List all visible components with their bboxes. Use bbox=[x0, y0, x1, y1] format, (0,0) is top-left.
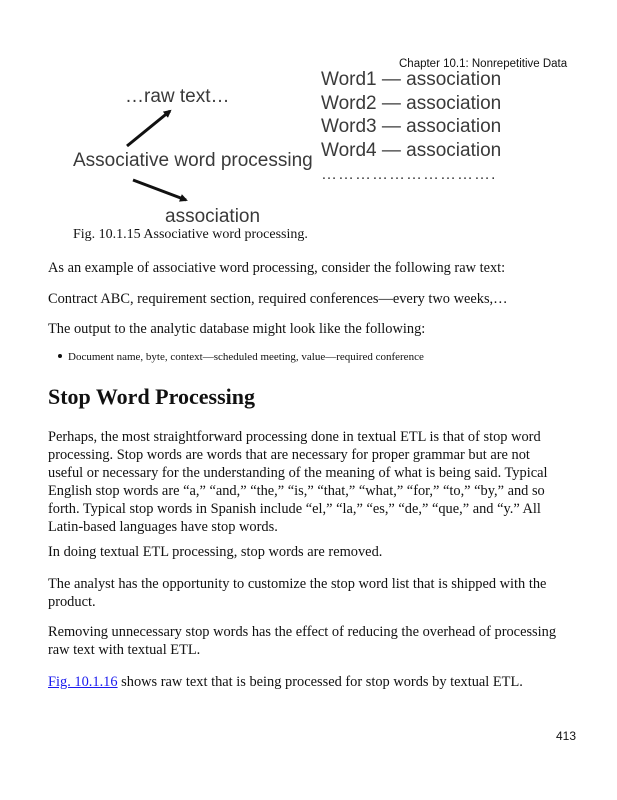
word-row: Word2 — association bbox=[321, 92, 502, 114]
word-row: Word4 — association bbox=[321, 139, 502, 161]
word-row: Word1 — association bbox=[321, 69, 502, 90]
list-item-text: Document name, byte, context—scheduled meeting, value—required conference bbox=[68, 351, 424, 363]
paragraph-stop-words: Perhaps, the most straightforward processing done in textual ETL is that of stop word processing. Stop words are words that are necessary for proper grammar but are not useful or necessary for the understanding of the meaning of what is being said. Typical English stop words are “a,” “and,” “the,” “is,” “that,” “what,” “for,” “to,” “by,” and so forth. Typical stop words in Spanish include “el,” “la,” “es,” “de,” “que,” and “y.” All Latin-based languages have stop words. bbox=[48, 429, 548, 535]
arrow-down-icon bbox=[133, 180, 186, 200]
figure-ref-text: shows raw text that is being processed for stop words by textual ETL. bbox=[117, 674, 523, 690]
figure-link[interactable]: Fig. 10.1.16 bbox=[48, 674, 118, 690]
paragraph-output: The output to the analytic database might look like the following: bbox=[48, 321, 426, 337]
word-row: Word3 — association bbox=[321, 116, 502, 137]
page-number: 413 bbox=[556, 729, 577, 743]
figure-associative-word-processing bbox=[0, 0, 617, 240]
running-header: Chapter 10.1: Nonrepetitive Data bbox=[399, 58, 568, 70]
paragraph-overhead: Removing unnecessary stop words has the effect of reducing the overhead of processing raw text with textual ETL. bbox=[48, 624, 557, 658]
figure-caption: Fig. 10.1.15 Associative word processing. bbox=[73, 227, 308, 242]
section-heading: Stop Word Processing bbox=[48, 384, 255, 409]
list-item bbox=[58, 351, 424, 363]
association-label: association bbox=[165, 206, 261, 227]
bullet-icon bbox=[58, 354, 62, 358]
ellipsis-row: …………………………. bbox=[321, 166, 497, 183]
arrow-up-icon bbox=[127, 111, 170, 146]
processing-label: Associative word processing bbox=[73, 150, 313, 171]
raw-text-label: …raw text… bbox=[125, 86, 230, 107]
paragraph-figure-ref bbox=[48, 673, 568, 691]
word-association-list bbox=[321, 68, 501, 162]
paragraph-raw-example: Contract ABC, requirement section, required conferences—every two weeks,… bbox=[48, 291, 508, 307]
paragraph-customize: The analyst has the opportunity to customize the stop word list that is shipped with the product. bbox=[48, 576, 547, 610]
paragraph-removal: In doing textual ETL processing, stop words are removed. bbox=[48, 544, 383, 560]
paragraph-intro: As an example of associative word processing, consider the following raw text: bbox=[48, 260, 506, 276]
figure-arrows bbox=[0, 0, 617, 240]
